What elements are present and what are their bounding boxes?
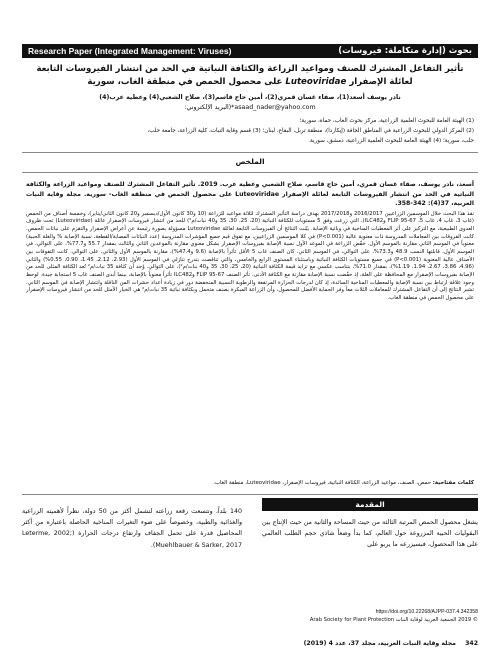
affiliations (26, 116, 474, 146)
abstract-block (26, 180, 474, 303)
introduction-right-column: يشغل محصول الحمص المرتبة الثالثة من حيث المساحة والثانية من حيث الإنتاج بين البقوليات الحبية المزروعة حول العالم، كما بدأ وضعاً شاذي حجم الطلب العالمي على هذا المحصول، فبسيزرعه ما يربو على (262, 519, 478, 549)
abstract-body: نفذ هذا البحث خلال الموسمين الزراعيين 2016/2017 و2017/2018 بهدف دراسة التأثير المشترك لثلاثة مواعيد للزراعة (10 و30 كانون الأول/ديسمبر و20 كانون الثاني/يناير)، وخمسة أصناف من الحمص (غاب 3، غاب 4، غاب 5، FLIP 95-67 وILC482)، التي زرعت وفق 5 مستويات للكثافة النباتية (20، 25، 30، 35 و40 نبات/م²) للحد من انتشار فيروسات الإصفرار عائلة (Luteoviridae) تحت ظروف العدوى الطبيعية، مع التركيز على أثر المعطيات المناخية في وبائية الإصابة. بيّنت النتائج أن الفيروسات التابعة لعائلة Luteoviridae مسؤولة بصورة رئيسة عن أعراض الإصفرار والتقزم على نباتات الحمص. كانت الفروقات بين المعاملات المدروسة ذات معنوية عالية (P<0.001) في كلا الموسمين الزراعيين، مع تفوق قيم جميع المؤشرات المدروسة (عدد النباتات المصابة/القطعة، نسبة الإصابة % والغلة الحبية) معنوياً في الموسم الثاني مقارنة بالموسم الأول. خفّض الزراعة في الموعد الأول نسبة الإصابة بفيروسات الإصفرار بشكل معنوي مقارنة بالموعدين الثاني والثالث بمقدار 55.7 و77.7%، على التوالي، في الموسم الأول، قابلتها النسب 48.9 و73.3%، على التوالي، في الموسم الثاني. كان الصنف غاب 5 الأقل تأثراً بالإصابة (9.6 و47.4%)، مقارنة بالموسم الأول والثاني، على التوالي. كانت التفوقات بين الأصناف عالية المعنوية (P<0.001) في جميع مستويات الكثافة النباتية وباستثناء المستوى الرابع والخامس، والتي تناقصت بتدرج تنازلي في الموسم الأول (2.93، 2.12، 1.45، 0.90، 0.55%) والثاني (4.96، 3.86، 2.67، 1.94، 1.19%)، بمقدار 71.0%، بتناسب عكسي مع تزايد قيمة الكثافة النباتية (20، 25، 30، 35 و40 نبات/م²)، على التوالي. وُجد أن كثافة 35 نبات/م² تُعد الكثافة المثلى للحد من الإصابة بفيروسات الإصفرار مع المحافظة على الغلة، إذ خفّضت نسبة الإصابة مقارنة مع الكثافة الأدنى. تأثر الصنف FLIP 95-67 وILC482 تأثراً معنوياً بالإصابة، بينما أبدى الصنف غاب 5 استجابة جيدة. لوحظ وجود علاقة ارتباط بين نسبة الإصابة والمعطيات المناخية السائدة، إذ كان لدرجات الحرارة المرتفعة والرطوبة النسبية المنخفضة دور في زيادة أعداد حشرات المن الناقلة وانتشار الإصابة في الموسم الثاني. تشير النتائج إلى أن التفاعل المشترك للمعاملات الثلاث معاً وفر الحماية الأفضل للمحصول، وأن الزراعة المبكرة بصنف متحمل وبكثافة نباتية 35 نبات/م² هي الخيار الأمثل للحد من انتشار فيروسات الإصفرار على محصول الحمص في منطقة الغاب. (26, 210, 475, 301)
divider (22, 494, 478, 495)
paper-title (30, 63, 470, 89)
divider (22, 152, 478, 153)
author-email[interactable]: asaad_nader@yahoo.com*(البريد الإلكتروني: (184, 103, 316, 111)
doi-link[interactable]: https://doi.org/10.22268/AJPP-037.4.342358 (375, 609, 478, 615)
introduction-left-column: 140 بلداً، وتتسعت رقعة زراعته لتشمل أكثر من 50 دولة، نظراً لأهميته الزراعية والغذائية والطبية، وخصوصاً على ضوء التغيرات المناخية الحاصلة باعتباره من أكثر المحاصيل قدرة على تحمل الجفاف وارتفاع درجات الحرارة (Leterme, 2002; Muehlbauer & Sarker, 2017). (22, 508, 242, 549)
keywords (26, 479, 474, 487)
affiliation-line: (1) الهيئة العامة للبحوث العلمية الزراعية، مركز بحوث الغاب، حماة، سورية؛ (299, 118, 474, 124)
introduction-heading: المقدمة (262, 498, 478, 511)
affiliation-line: (2) المركز الدولي للبحوث الزراعية في المناطق الجافة (إيكاردا)، منطقة تربل، البقاع، لبنان؛ (3) قسم وقاية النبات، كلية الزراعة، جامعة حلب، (147, 128, 474, 134)
affiliation-line: حلب، سورية؛ (4) الهيئة العامة للبحوث العلمية الزراعية، دمشق، سورية. (308, 138, 474, 144)
title-line-1: تأثير التفاعل المشترك للصنف ومواعيد الزراعة والكثافة النباتية في الحد من انتشار الفيروسات التابعة (36, 64, 464, 74)
abstract-heading: الملخص (235, 157, 265, 166)
title-line-2 (30, 76, 470, 89)
title-line-2-pre: لعائلة الإصفرار (349, 77, 413, 87)
banner-arabic: بحوث (إدارة متكاملة: فيروسات) (338, 46, 472, 56)
keywords-text: حمص، الصنف، مواعيد الزراعة، الكثافة النباتية، فيروسات الإصفرار، Luteoviridae، منطقة الغاب. (213, 480, 432, 486)
title-latin-name: Luteoviridae (285, 77, 347, 87)
keywords-label: كلمات مفتاحية: (432, 480, 474, 486)
divider (22, 172, 478, 173)
footer-journal: مجلة وقاية النبات العربية، مجلد 37، عدد 4 (2019) (303, 640, 456, 647)
author-names: نادر يوسف أسعد(1)، صفاء غسان قمري(2)، أمين حاج قاسم(3)، صلاح الشعبي(4) وعطية عرب(4) (99, 94, 401, 101)
copyright-line: © 2019 الجمعية العربية لوقاية النبات Arab Society for Plant Protection (309, 617, 478, 623)
abstract-citation: أسعد، نادر يوسف، صفاء غسان قمري، أمين حاج قاسم، صلاح الشعبي وعطية عرب. 2019. تأثير التفاعل المشترك للصنف ومواعيد الزراعة والكثافة النباتية في الحد من انتشار الفيروسات التابعة لعائلة الإصفرار Luteoviridae على محصول الحمص في منطقة الغاب- سورية. مجلة وقاية النبات العربية، 37(4): 342-358. (26, 181, 475, 208)
title-line-2-post: على محصول الحمص في منطقة الغاب، سورية (87, 77, 283, 87)
page-number: 342 (465, 640, 478, 647)
authors-block (26, 93, 474, 112)
banner-english: Research Paper (Integrated Management: Viruses) (28, 46, 232, 56)
footnote (262, 608, 478, 624)
section-banner (22, 44, 478, 58)
